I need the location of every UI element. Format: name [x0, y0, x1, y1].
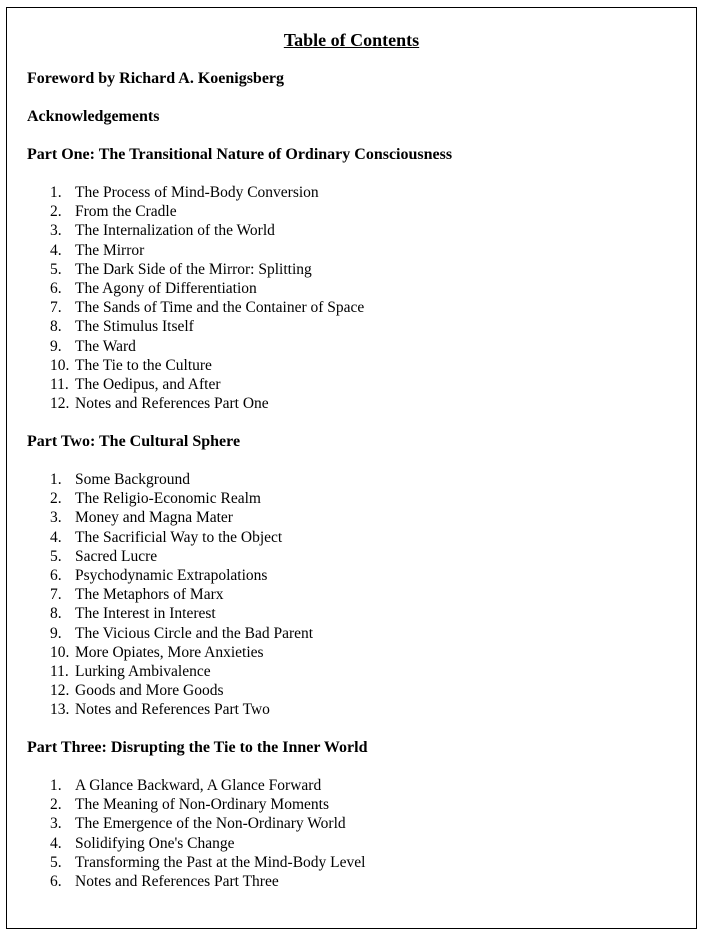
toc-entry-label: The Emergence of the Non-Ordinary World [75, 815, 346, 833]
toc-entry-number: 3. [50, 815, 62, 833]
toc-entry-number: 10. [50, 643, 70, 661]
toc-entry-number: 1. [50, 777, 62, 794]
acknowledgements-heading: Acknowledgements [27, 108, 160, 125]
toc-entry-label: The Ward [75, 337, 136, 355]
toc-entry-label: The Interest in Interest [75, 605, 216, 623]
toc-entry-number: 13. [50, 701, 70, 719]
toc-entry-label: Goods and More Goods [75, 682, 224, 700]
toc-entry-label: Notes and References Part One [75, 395, 269, 413]
toc-entry-number: 11. [50, 375, 69, 393]
part-one-heading: Part One: The Transitional Nature of Ordinary Consciousness [27, 146, 453, 163]
toc-entry-number: 10. [50, 356, 70, 374]
toc-entry-label: Notes and References Part Three [75, 872, 279, 890]
toc-entry-number: 12. [50, 682, 70, 700]
toc-entry-label: The Sacrificial Way to the Object [75, 528, 283, 546]
toc-entry-number: 9. [50, 337, 62, 355]
toc-entry-number: 5. [50, 853, 62, 871]
toc-entry-number: 9. [50, 624, 62, 642]
toc-entry-label: Lurking Ambivalence [75, 662, 211, 680]
toc-page [6, 7, 697, 929]
toc-entry-number: 2. [50, 203, 62, 221]
toc-entry-number: 2. [50, 796, 62, 814]
toc-entry-label: The Meaning of Non-Ordinary Moments [75, 796, 329, 814]
toc-entry-label: The Process of Mind-Body Conversion [75, 184, 319, 201]
toc-title: Table of Contents [283, 30, 420, 50]
toc-entry-number: 3. [50, 509, 62, 527]
toc-entry-label: The Metaphors of Marx [75, 586, 224, 604]
toc-entry-number: 3. [50, 222, 62, 240]
toc-entry-number: 5. [50, 260, 62, 278]
toc-entry-label: From the Cradle [75, 203, 177, 221]
toc-entry-label: The Stimulus Itself [75, 318, 194, 336]
toc-entry-label: The Internalization of the World [75, 222, 275, 240]
toc-entry-number: 7. [50, 586, 62, 604]
toc-entry-number: 4. [50, 528, 62, 546]
toc-entry-label: A Glance Backward, A Glance Forward [75, 777, 322, 794]
toc-entry-number: 6. [50, 279, 62, 297]
part-three-heading: Part Three: Disrupting the Tie to the Inner World [27, 739, 368, 756]
toc-entry-label: The Religio-Economic Realm [75, 490, 261, 508]
toc-entry-label: Money and Magna Mater [75, 509, 233, 527]
toc-entry-number: 8. [50, 605, 62, 623]
toc-entry-number: 4. [50, 241, 62, 259]
foreword-heading: Foreword by Richard A. Koenigsberg [27, 70, 285, 87]
toc-entry-label: Psychodynamic Extrapolations [75, 566, 268, 584]
toc-entry-label: More Opiates, More Anxieties [75, 643, 264, 661]
toc-entry-number: 12. [50, 395, 70, 413]
toc-entry-label: Sacred Lucre [75, 547, 158, 565]
toc-entry-label: Transforming the Past at the Mind-Body Level [75, 853, 366, 871]
toc-entry-number: 6. [50, 872, 62, 890]
toc-entry-number: 1. [50, 471, 62, 488]
toc-entry-label: The Dark Side of the Mirror: Splitting [75, 260, 312, 278]
toc-entry-label: The Tie to the Culture [75, 356, 212, 374]
toc-entry-number: 8. [50, 318, 62, 336]
toc-entry-number: 2. [50, 490, 62, 508]
toc-entry-label: The Vicious Circle and the Bad Parent [75, 624, 314, 642]
toc-entry-label: The Mirror [75, 241, 145, 259]
toc-entry-number: 7. [50, 299, 62, 317]
toc-entry-label: Some Background [75, 471, 190, 488]
toc-entry-label: The Sands of Time and the Container of Space [75, 299, 365, 317]
toc-entry-number: 6. [50, 566, 62, 584]
toc-entry-label: Solidifying One's Change [75, 834, 235, 852]
toc-entry-number: 1. [50, 184, 62, 201]
toc-entry-label: The Oedipus, and After [75, 375, 221, 393]
toc-entry-label: The Agony of Differentiation [75, 279, 257, 297]
part-two-heading: Part Two: The Cultural Sphere [27, 433, 241, 450]
toc-entry-number: 5. [50, 547, 62, 565]
toc-entry-number: 4. [50, 834, 62, 852]
toc-entry-number: 11. [50, 662, 69, 680]
toc-entry-label: Notes and References Part Two [75, 701, 270, 719]
